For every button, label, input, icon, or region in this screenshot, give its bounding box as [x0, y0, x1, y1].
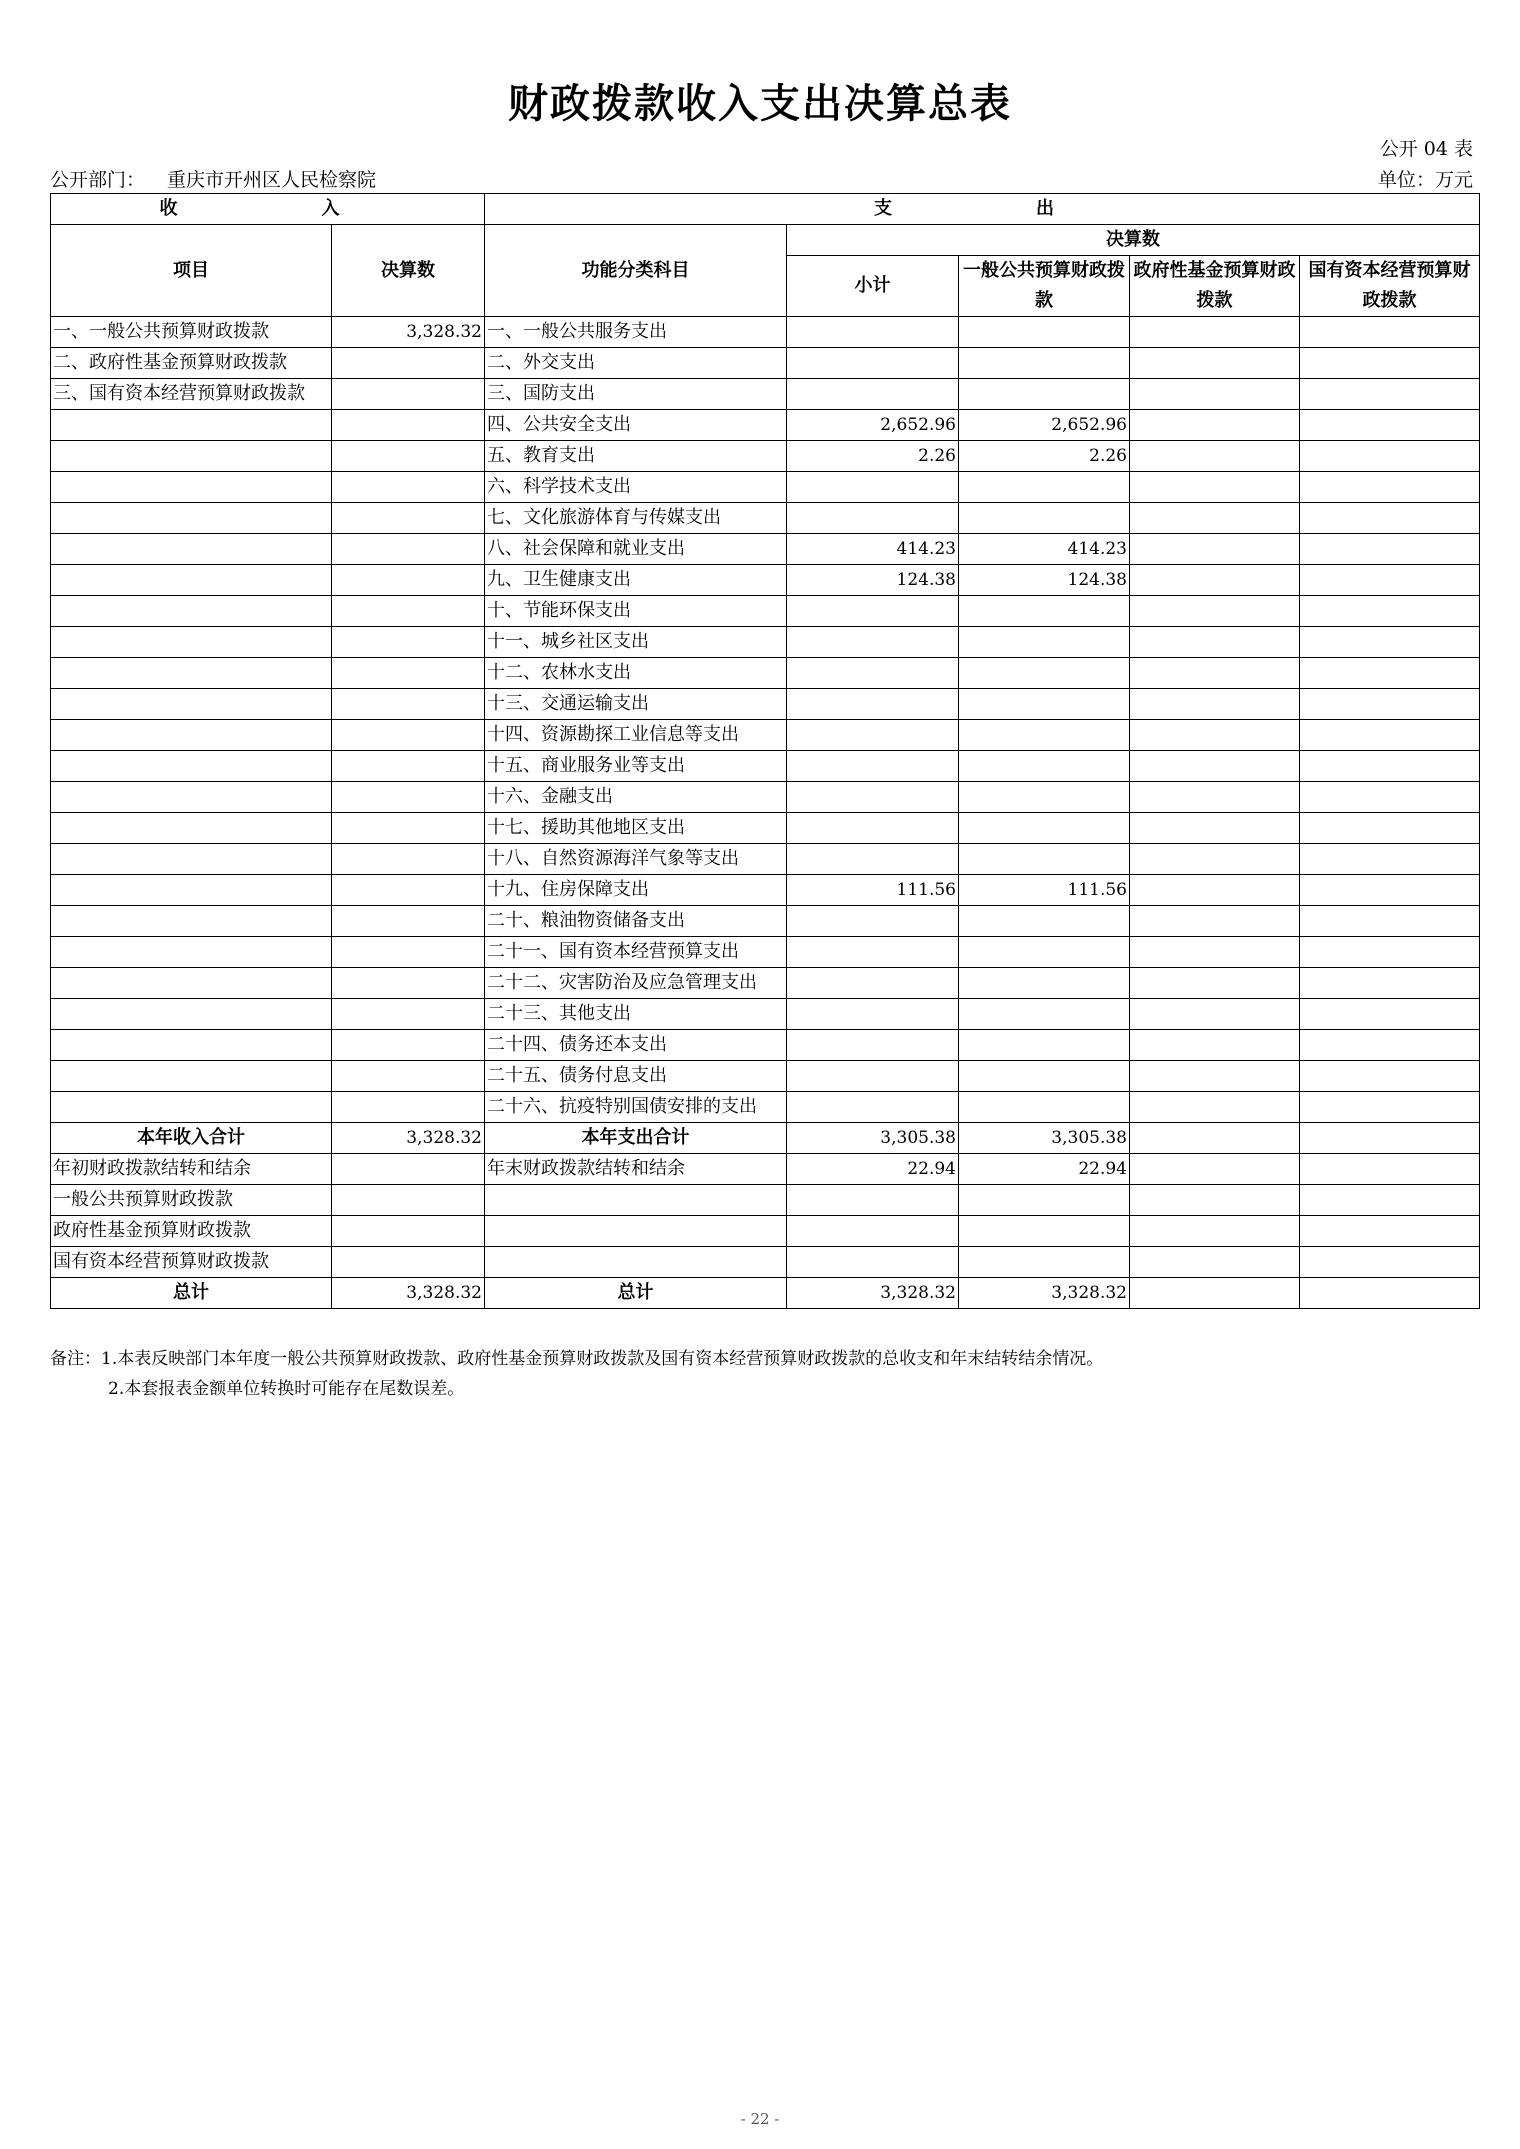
cell-income-item: [51, 534, 332, 565]
table-row-grand-total: 总计 3,328.32 总计 3,328.32 3,328.32: [51, 1278, 1480, 1309]
cell-subtotal: 124.38: [787, 565, 959, 596]
cell-income-amount: [332, 937, 485, 968]
table-row-carry-capital: 国有资本经营预算财政拨款: [51, 1247, 1480, 1278]
cell-income-item: [51, 782, 332, 813]
cell-subtotal: [787, 503, 959, 534]
cell-fund: [1130, 348, 1300, 379]
table-row: [51, 968, 1480, 999]
cell-income-amount: [332, 596, 485, 627]
cell-category: 十、节能环保支出: [485, 596, 787, 627]
cell-subtotal: [787, 472, 959, 503]
cell-fund: [1130, 720, 1300, 751]
cell-category: 二十四、债务还本支出: [485, 1030, 787, 1061]
note-line-2: 2.本套报表金额单位转换时可能存在尾数误差。: [108, 1379, 465, 1399]
cell-income-item: [51, 906, 332, 937]
table-row-year-total: 本年收入合计 3,328.32 本年支出合计 3,305.38 3,305.38: [51, 1123, 1480, 1154]
cell-income-amount: [332, 627, 485, 658]
cell-general: [959, 658, 1130, 689]
cell-income-item: [51, 720, 332, 751]
cell-capital: [1300, 565, 1480, 596]
cell-income-amount: [332, 472, 485, 503]
cell-income-amount: [332, 379, 485, 410]
cell-capital: [1300, 751, 1480, 782]
table-row: [51, 782, 1480, 813]
cell-subtotal: [787, 379, 959, 410]
cell-income-item: [51, 813, 332, 844]
cell-income-item: [51, 410, 332, 441]
cell-income-item: [51, 627, 332, 658]
page-number: - 22 -: [740, 2110, 780, 2128]
table-row: [51, 1092, 1480, 1123]
cell-capital: [1300, 596, 1480, 627]
cell-income-amount: [332, 782, 485, 813]
cell-capital: [1300, 1030, 1480, 1061]
cell-fund: [1130, 751, 1300, 782]
cell-income-amount: [332, 875, 485, 906]
cell-general: 124.38: [959, 565, 1130, 596]
table-row: [51, 813, 1480, 844]
amount-header: 决算数: [332, 225, 485, 317]
cell-subtotal: [787, 751, 959, 782]
cell-income-amount: [332, 410, 485, 441]
cell-category: 十八、自然资源海洋气象等支出: [485, 844, 787, 875]
cell-general: [959, 1030, 1130, 1061]
table-row: [51, 875, 1480, 906]
cell-income-item: [51, 503, 332, 534]
cell-subtotal: 2,652.96: [787, 410, 959, 441]
cell-subtotal: [787, 782, 959, 813]
cell-subtotal: 2.26: [787, 441, 959, 472]
cell-fund: [1130, 1030, 1300, 1061]
table-row: [51, 317, 1480, 348]
cell-subtotal: [787, 906, 959, 937]
cell-income-item: [51, 472, 332, 503]
cell-subtotal: [787, 720, 959, 751]
cell-general: [959, 596, 1130, 627]
cell-capital: [1300, 1092, 1480, 1123]
cell-general: [959, 627, 1130, 658]
cell-income-amount: [332, 503, 485, 534]
cell-category: 三、国防支出: [485, 379, 787, 410]
cell-fund: [1130, 968, 1300, 999]
cell-category: 六、科学技术支出: [485, 472, 787, 503]
cell-general: [959, 906, 1130, 937]
table-row: [51, 596, 1480, 627]
cell-capital: [1300, 813, 1480, 844]
cell-subtotal: [787, 317, 959, 348]
cell-income-amount: [332, 534, 485, 565]
cell-general: [959, 937, 1130, 968]
cell-general: [959, 317, 1130, 348]
cell-fund: [1130, 689, 1300, 720]
cell-capital: [1300, 534, 1480, 565]
cell-general: [959, 968, 1130, 999]
department-label: 公开部门：: [50, 169, 146, 191]
cell-general: [959, 472, 1130, 503]
cell-income-item: [51, 968, 332, 999]
table-row: [51, 410, 1480, 441]
cell-fund: [1130, 379, 1300, 410]
cell-general: [959, 1061, 1130, 1092]
cell-general: [959, 782, 1130, 813]
cell-category: 五、教育支出: [485, 441, 787, 472]
cell-subtotal: [787, 844, 959, 875]
cell-fund: [1130, 565, 1300, 596]
cell-category: 十六、金融支出: [485, 782, 787, 813]
final-amount-header: 决算数: [787, 225, 1480, 256]
budget-table: [50, 193, 1480, 1309]
cell-category: 十九、住房保障支出: [485, 875, 787, 906]
cell-subtotal: [787, 689, 959, 720]
cell-capital: [1300, 441, 1480, 472]
cell-category: 二、外交支出: [485, 348, 787, 379]
cell-fund: [1130, 906, 1300, 937]
table-row-carry-fund: 政府性基金预算财政拨款: [51, 1216, 1480, 1247]
cell-income-item: [51, 1030, 332, 1061]
form-number: 公开 04 表: [1379, 138, 1473, 160]
cell-capital: [1300, 379, 1480, 410]
cell-income-item: [51, 937, 332, 968]
cell-category: 二十、粮油物资储备支出: [485, 906, 787, 937]
table-row: [51, 1061, 1480, 1092]
cell-income-amount: [332, 844, 485, 875]
cell-category: 十五、商业服务业等支出: [485, 751, 787, 782]
cell-fund: [1130, 410, 1300, 441]
cell-subtotal: [787, 813, 959, 844]
cell-subtotal: [787, 627, 959, 658]
table-row: [51, 1030, 1480, 1061]
cell-category: 十一、城乡社区支出: [485, 627, 787, 658]
cell-category: 二十六、抗疫特别国债安排的支出: [485, 1092, 787, 1123]
cell-income-amount: [332, 658, 485, 689]
expense-header: 支 出: [485, 194, 1480, 225]
cell-income-item: [51, 844, 332, 875]
cell-category: 九、卫生健康支出: [485, 565, 787, 596]
cell-income-item: 二、政府性基金预算财政拨款: [51, 348, 332, 379]
item-header: 项目: [51, 225, 332, 317]
cell-fund: [1130, 937, 1300, 968]
cell-general: [959, 379, 1130, 410]
cell-fund: [1130, 534, 1300, 565]
cell-general: 2,652.96: [959, 410, 1130, 441]
cell-income-amount: [332, 968, 485, 999]
table-row: [51, 844, 1480, 875]
cell-income-amount: [332, 751, 485, 782]
cell-capital: [1300, 627, 1480, 658]
cell-fund: [1130, 1092, 1300, 1123]
cell-category: 二十三、其他支出: [485, 999, 787, 1030]
cell-category: 二十五、债务付息支出: [485, 1061, 787, 1092]
cell-fund: [1130, 844, 1300, 875]
cell-general: [959, 720, 1130, 751]
cell-subtotal: 111.56: [787, 875, 959, 906]
cell-income-item: [51, 875, 332, 906]
category-header: 功能分类科目: [485, 225, 787, 317]
table-row: [51, 720, 1480, 751]
cell-category: 十七、援助其他地区支出: [485, 813, 787, 844]
cell-category: 四、公共安全支出: [485, 410, 787, 441]
subtotal-header: 小计: [787, 256, 959, 317]
cell-category: 十二、农林水支出: [485, 658, 787, 689]
cell-income-amount: 3,328.32: [332, 317, 485, 348]
cell-capital: [1300, 968, 1480, 999]
cell-fund: [1130, 782, 1300, 813]
cell-capital: [1300, 410, 1480, 441]
cell-fund: [1130, 813, 1300, 844]
cell-category: 二十二、灾害防治及应急管理支出: [485, 968, 787, 999]
table-row-carry-general: 一般公共预算财政拨款: [51, 1185, 1480, 1216]
cell-category: 八、社会保障和就业支出: [485, 534, 787, 565]
cell-fund: [1130, 317, 1300, 348]
cell-subtotal: [787, 968, 959, 999]
cell-income-amount: [332, 1061, 485, 1092]
table-row: [51, 751, 1480, 782]
cell-income-amount: [332, 906, 485, 937]
cell-subtotal: [787, 1061, 959, 1092]
cell-general: 2.26: [959, 441, 1130, 472]
cell-subtotal: [787, 596, 959, 627]
table-row: [51, 999, 1480, 1030]
income-header: 收 入: [51, 194, 485, 225]
cell-subtotal: 414.23: [787, 534, 959, 565]
cell-capital: [1300, 720, 1480, 751]
table-row: [51, 689, 1480, 720]
table-row: [51, 937, 1480, 968]
table-row: [51, 348, 1480, 379]
cell-subtotal: [787, 348, 959, 379]
state-capital-header: 国有资本经营预算财政拨款: [1300, 256, 1480, 317]
cell-capital: [1300, 503, 1480, 534]
cell-income-item: 一、一般公共预算财政拨款: [51, 317, 332, 348]
cell-capital: [1300, 782, 1480, 813]
cell-general: [959, 503, 1130, 534]
page-title: 财政拨款收入支出决算总表: [508, 81, 1012, 127]
unit-label: 单位：万元: [1377, 169, 1473, 191]
cell-general: [959, 813, 1130, 844]
cell-general: [959, 348, 1130, 379]
cell-general: [959, 1092, 1130, 1123]
table-row: [51, 906, 1480, 937]
cell-fund: [1130, 472, 1300, 503]
table-row: [51, 565, 1480, 596]
cell-income-amount: [332, 1030, 485, 1061]
cell-general: 414.23: [959, 534, 1130, 565]
cell-income-amount: [332, 689, 485, 720]
cell-general: 111.56: [959, 875, 1130, 906]
cell-category: 一、一般公共服务支出: [485, 317, 787, 348]
cell-fund: [1130, 596, 1300, 627]
cell-general: [959, 999, 1130, 1030]
cell-capital: [1300, 844, 1480, 875]
gov-fund-header: 政府性基金预算财政拨款: [1130, 256, 1300, 317]
cell-income-amount: [332, 999, 485, 1030]
department-name: 重庆市开州区人民检察院: [167, 169, 377, 191]
cell-capital: [1300, 658, 1480, 689]
cell-subtotal: [787, 1030, 959, 1061]
table-row: [51, 627, 1480, 658]
cell-income-amount: [332, 348, 485, 379]
cell-capital: [1300, 472, 1480, 503]
cell-income-item: [51, 441, 332, 472]
cell-capital: [1300, 906, 1480, 937]
cell-capital: [1300, 937, 1480, 968]
cell-capital: [1300, 348, 1480, 379]
cell-subtotal: [787, 937, 959, 968]
cell-fund: [1130, 1061, 1300, 1092]
cell-income-amount: [332, 565, 485, 596]
cell-income-amount: [332, 1092, 485, 1123]
table-row: [51, 503, 1480, 534]
cell-category: 十四、资源勘探工业信息等支出: [485, 720, 787, 751]
note-line-1: 备注：1.本表反映部门本年度一般公共预算财政拨款、政府性基金预算财政拨款及国有资本经营预算财政拨款的总收支和年末结转结余情况。: [50, 1349, 1104, 1369]
cell-category: 二十一、国有资本经营预算支出: [485, 937, 787, 968]
cell-income-amount: [332, 813, 485, 844]
cell-capital: [1300, 999, 1480, 1030]
cell-income-item: [51, 565, 332, 596]
cell-category: 七、文化旅游体育与传媒支出: [485, 503, 787, 534]
department-line: [50, 165, 376, 192]
cell-income-item: [51, 751, 332, 782]
cell-capital: [1300, 689, 1480, 720]
cell-income-item: [51, 596, 332, 627]
cell-capital: [1300, 317, 1480, 348]
cell-general: [959, 751, 1130, 782]
cell-income-item: [51, 1092, 332, 1123]
cell-fund: [1130, 627, 1300, 658]
cell-income-amount: [332, 441, 485, 472]
cell-fund: [1130, 999, 1300, 1030]
cell-income-amount: [332, 720, 485, 751]
cell-capital: [1300, 875, 1480, 906]
cell-income-item: [51, 658, 332, 689]
cell-income-item: [51, 689, 332, 720]
table-row: [51, 658, 1480, 689]
cell-fund: [1130, 503, 1300, 534]
cell-income-item: 三、国有资本经营预算财政拨款: [51, 379, 332, 410]
cell-income-item: [51, 999, 332, 1030]
cell-general: [959, 689, 1130, 720]
cell-capital: [1300, 1061, 1480, 1092]
cell-general: [959, 844, 1130, 875]
cell-income-item: [51, 1061, 332, 1092]
cell-subtotal: [787, 1092, 959, 1123]
general-budget-header: 一般公共预算财政拨款: [959, 256, 1130, 317]
table-row-carry-over: 年初财政拨款结转和结余 年末财政拨款结转和结余 22.94 22.94: [51, 1154, 1480, 1185]
cell-subtotal: [787, 658, 959, 689]
cell-fund: [1130, 441, 1300, 472]
table-row: [51, 472, 1480, 503]
table-row: [51, 534, 1480, 565]
notes: [50, 1344, 1103, 1404]
cell-category: 十三、交通运输支出: [485, 689, 787, 720]
cell-subtotal: [787, 999, 959, 1030]
cell-fund: [1130, 658, 1300, 689]
cell-fund: [1130, 875, 1300, 906]
table-row: [51, 441, 1480, 472]
table-row: [51, 379, 1480, 410]
